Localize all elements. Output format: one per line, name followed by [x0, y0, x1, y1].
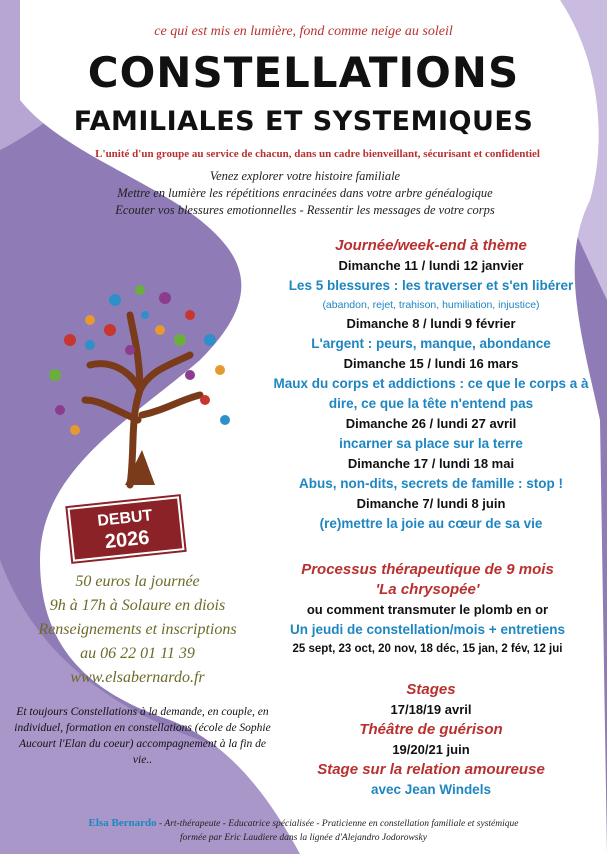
- event-theme: Abus, non-dits, secrets de famille : stop !: [298, 476, 564, 491]
- page-subtitle: FAMILIALES ET SYSTEMIQUES: [73, 106, 534, 137]
- event-theme: incarner sa place sur la terre: [339, 436, 523, 451]
- event-note: (abandon, rejet, trahison, humiliation, injustice): [322, 299, 540, 311]
- schedule-heading: Journée/week-end à thème: [335, 237, 527, 254]
- stage-title: Stage sur la relation amoureuse: [317, 761, 545, 778]
- page-title: CONSTELLATIONS: [87, 48, 520, 97]
- schedule-section: [270, 236, 592, 534]
- practical-info: [0, 570, 275, 690]
- process-section: [250, 560, 605, 658]
- event-date: Dimanche 7/ lundi 8 juin: [356, 496, 506, 511]
- footer-separator: -: [156, 819, 165, 829]
- event-theme: L'argent : peurs, manque, abondance: [311, 336, 551, 351]
- website-link[interactable]: www.elsabernardo.fr: [70, 669, 205, 686]
- author-training: formée par Eric Laudiere dans la lignée d'Alejandro Jodorowsky: [180, 833, 427, 843]
- stages-heading: Stages: [406, 681, 456, 698]
- mission-statement: L'unité d'un groupe au service de chacun, dans un cadre bienveillant, sécurisant et confidentiel: [95, 148, 540, 160]
- event-date: Dimanche 26 / lundi 27 avril: [345, 416, 517, 431]
- phone-number[interactable]: au 06 22 01 11 39: [80, 645, 195, 662]
- event-theme: (re)mettre la joie au cœur de sa vie: [319, 516, 543, 531]
- event-theme: Les 5 blessures : les traverser et s'en libérer: [288, 278, 574, 293]
- event-date: Dimanche 15 / lundi 16 mars: [343, 356, 519, 371]
- price: 50 euros la journée: [75, 573, 200, 590]
- stage-host: avec Jean Windels: [371, 782, 491, 797]
- process-dates: 25 sept, 23 oct, 20 nov, 18 déc, 15 jan, 2 fév, 12 jui: [292, 643, 563, 655]
- contact-label: Renseignements et inscriptions: [38, 621, 237, 638]
- stage-dates: 19/20/21 juin: [392, 742, 470, 757]
- intro-line: Mettre en lumière les répétitions enracinées dans votre arbre généalogique: [117, 186, 493, 200]
- tree-illustration: [30, 270, 250, 490]
- author-name: Elsa Bernardo: [88, 817, 157, 829]
- stage-dates: 17/18/19 avril: [390, 702, 472, 717]
- other-services: Et toujours Constellations à la demande, en couple, en individuel, formation en constellations (école de Sophie Aucourt l'Elan du coeur) accompagnement à la fin de vie..: [14, 706, 271, 766]
- tagline: ce qui est mis en lumière, fond comme neige au soleil: [154, 24, 453, 39]
- intro-line: Ecouter vos blessures emotionnelles - Ressentir les messages de votre corps: [115, 203, 495, 217]
- intro-block: [70, 168, 540, 219]
- hours-location: 9h à 17h à Solaure en diois: [49, 597, 226, 614]
- process-heading: Processus thérapeutique de 9 mois: [301, 561, 554, 578]
- event-theme: Maux du corps et addictions : ce que le corps a à dire, ce que la tête n'entend pas: [273, 376, 589, 411]
- badge-line1: DEBUT: [96, 507, 154, 530]
- stage-title: Théâtre de guérison: [359, 721, 503, 738]
- process-name: 'La chrysopée': [375, 581, 480, 598]
- event-date: Dimanche 11 / lundi 12 janvier: [338, 258, 524, 273]
- process-format: Un jeudi de constellation/mois + entretiens: [290, 622, 565, 637]
- footer: [0, 816, 607, 845]
- stages-section: [270, 680, 592, 800]
- footer-line: [0, 816, 607, 831]
- intro-line: Venez explorer votre histoire familiale: [209, 169, 401, 183]
- event-date: Dimanche 8 / lundi 9 février: [346, 316, 516, 331]
- process-desc: ou comment transmuter le plomb en or: [306, 602, 549, 617]
- event-date: Dimanche 17 / lundi 18 mai: [347, 456, 515, 471]
- badge-year: 2026: [103, 526, 151, 554]
- author-roles: Art-thérapeute - Educatrice spécialisée - Praticienne en constellation familiale et systémique: [164, 819, 519, 829]
